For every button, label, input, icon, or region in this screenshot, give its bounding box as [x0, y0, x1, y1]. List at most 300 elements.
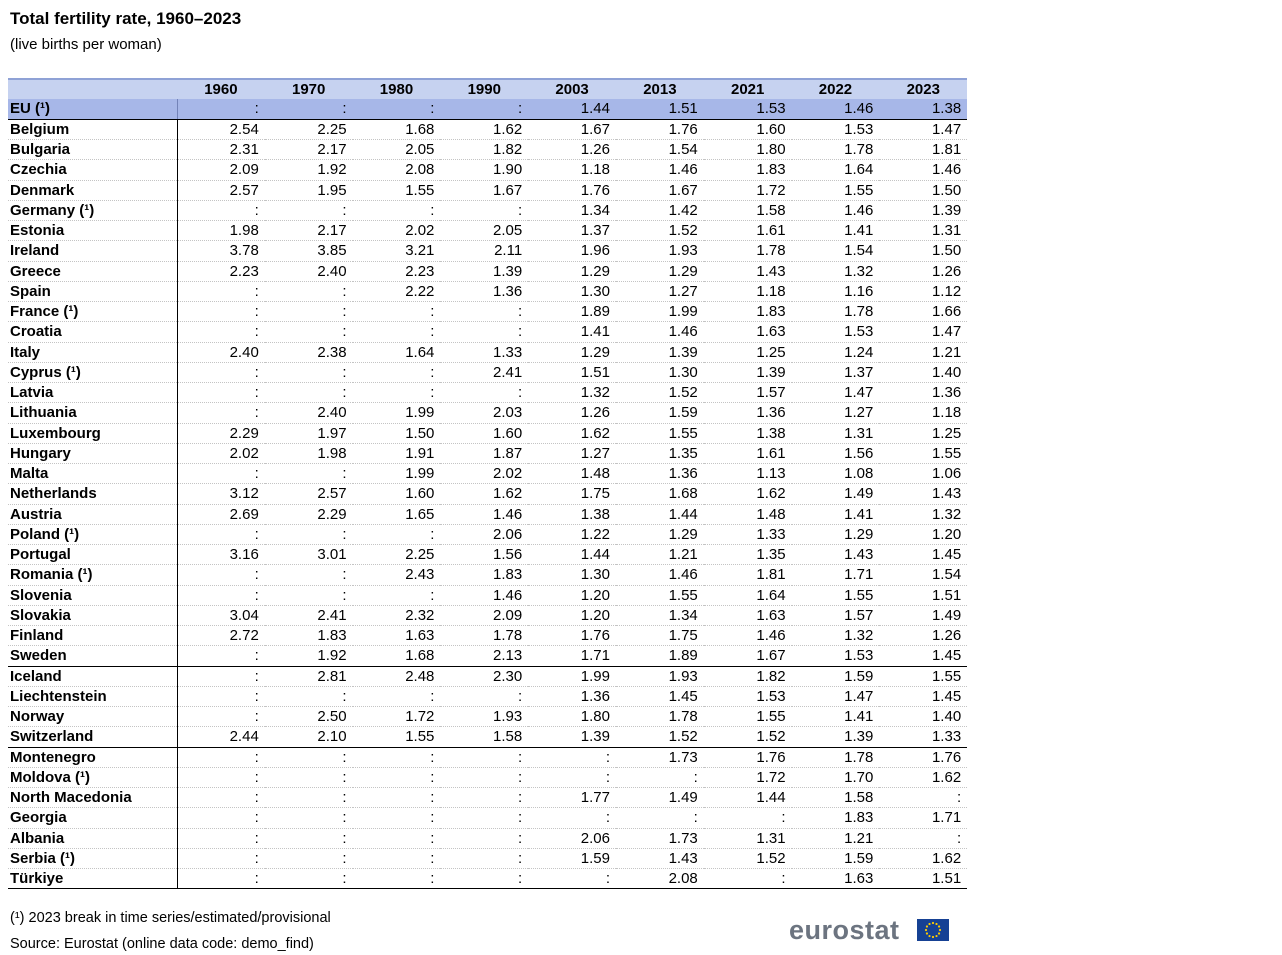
- value-cell: 1.67: [616, 180, 704, 200]
- flag-star: [938, 925, 940, 927]
- value-cell: 2.43: [353, 565, 441, 585]
- table-row: [8, 302, 967, 322]
- table-row: [8, 727, 967, 747]
- value-cell: 1.83: [704, 302, 792, 322]
- value-cell: 1.46: [792, 99, 880, 119]
- value-cell: 1.37: [792, 362, 880, 382]
- value-cell: 1.83: [792, 808, 880, 828]
- value-cell: 3.01: [265, 545, 353, 565]
- value-cell: 1.99: [616, 302, 704, 322]
- header-year: 1980: [353, 79, 441, 99]
- value-cell: 2.08: [353, 160, 441, 180]
- value-cell: 1.76: [616, 119, 704, 139]
- value-cell: 1.44: [704, 788, 792, 808]
- value-cell: 1.32: [792, 626, 880, 646]
- value-cell: :: [440, 747, 528, 767]
- value-cell: 2.40: [265, 403, 353, 423]
- value-cell: 1.27: [792, 403, 880, 423]
- value-cell: 1.38: [704, 423, 792, 443]
- value-cell: 2.32: [353, 605, 441, 625]
- value-cell: 2.17: [265, 140, 353, 160]
- value-cell: 1.93: [440, 707, 528, 727]
- value-cell: 1.57: [704, 383, 792, 403]
- flag-star: [932, 936, 934, 938]
- value-cell: 1.59: [792, 848, 880, 868]
- country-name: Serbia (¹): [8, 848, 177, 868]
- table-row: [8, 464, 967, 484]
- value-cell: 1.44: [616, 504, 704, 524]
- value-cell: 1.80: [704, 140, 792, 160]
- table-row: [8, 686, 967, 706]
- value-cell: :: [616, 808, 704, 828]
- value-cell: 2.13: [440, 646, 528, 666]
- value-cell: :: [528, 869, 616, 889]
- value-cell: 1.91: [353, 443, 441, 463]
- value-cell: 2.48: [353, 666, 441, 686]
- value-cell: 1.43: [704, 261, 792, 281]
- table-row: [8, 484, 967, 504]
- value-cell: 1.34: [528, 200, 616, 220]
- value-cell: 1.29: [528, 342, 616, 362]
- value-cell: :: [440, 302, 528, 322]
- value-cell: 1.47: [792, 383, 880, 403]
- value-cell: :: [265, 848, 353, 868]
- value-cell: 3.78: [177, 241, 265, 261]
- value-cell: 1.36: [879, 383, 967, 403]
- value-cell: :: [177, 565, 265, 585]
- value-cell: :: [177, 646, 265, 666]
- value-cell: 1.62: [440, 484, 528, 504]
- value-cell: 1.92: [265, 160, 353, 180]
- value-cell: 1.33: [879, 727, 967, 747]
- value-cell: :: [265, 565, 353, 585]
- value-cell: 1.35: [704, 545, 792, 565]
- flag-star: [926, 925, 928, 927]
- value-cell: :: [353, 524, 441, 544]
- value-cell: 1.63: [704, 322, 792, 342]
- value-cell: 1.20: [528, 585, 616, 605]
- value-cell: :: [177, 524, 265, 544]
- value-cell: 1.78: [792, 302, 880, 322]
- country-name: Austria: [8, 504, 177, 524]
- value-cell: 1.46: [616, 322, 704, 342]
- value-cell: 1.64: [704, 585, 792, 605]
- value-cell: 1.81: [879, 140, 967, 160]
- value-cell: 1.51: [616, 99, 704, 119]
- value-cell: :: [177, 403, 265, 423]
- value-cell: 1.45: [879, 686, 967, 706]
- value-cell: 1.40: [879, 362, 967, 382]
- value-cell: :: [265, 808, 353, 828]
- flag-star: [928, 935, 930, 937]
- value-cell: :: [353, 747, 441, 767]
- value-cell: 3.16: [177, 545, 265, 565]
- value-cell: :: [177, 686, 265, 706]
- value-cell: :: [353, 767, 441, 787]
- value-cell: :: [528, 767, 616, 787]
- value-cell: 2.17: [265, 221, 353, 241]
- flag-star: [935, 923, 937, 925]
- value-cell: 1.51: [879, 869, 967, 889]
- flag-star: [925, 929, 927, 931]
- value-cell: 1.78: [704, 241, 792, 261]
- value-cell: 2.40: [265, 261, 353, 281]
- country-name: Cyprus (¹): [8, 362, 177, 382]
- value-cell: 1.32: [792, 261, 880, 281]
- value-cell: :: [177, 767, 265, 787]
- value-cell: :: [440, 99, 528, 119]
- value-cell: :: [265, 362, 353, 382]
- value-cell: 1.54: [616, 140, 704, 160]
- country-name: Bulgaria: [8, 140, 177, 160]
- value-cell: 1.21: [792, 828, 880, 848]
- value-cell: 1.26: [879, 261, 967, 281]
- value-cell: 1.59: [528, 848, 616, 868]
- value-cell: :: [353, 869, 441, 889]
- country-name: Spain: [8, 281, 177, 301]
- country-name: Denmark: [8, 180, 177, 200]
- value-cell: :: [265, 788, 353, 808]
- value-cell: 3.85: [265, 241, 353, 261]
- value-cell: 1.76: [528, 180, 616, 200]
- value-cell: 1.63: [704, 605, 792, 625]
- table-row: [8, 565, 967, 585]
- value-cell: :: [265, 686, 353, 706]
- value-cell: 1.89: [616, 646, 704, 666]
- table-row: [8, 200, 967, 220]
- value-cell: 1.77: [528, 788, 616, 808]
- country-name: Slovenia: [8, 585, 177, 605]
- country-name: Croatia: [8, 322, 177, 342]
- value-cell: :: [528, 808, 616, 828]
- value-cell: 1.53: [792, 322, 880, 342]
- value-cell: :: [265, 869, 353, 889]
- value-cell: 1.29: [616, 524, 704, 544]
- value-cell: 1.33: [704, 524, 792, 544]
- value-cell: 1.90: [440, 160, 528, 180]
- header-year: 2003: [528, 79, 616, 99]
- value-cell: :: [265, 200, 353, 220]
- value-cell: 1.31: [879, 221, 967, 241]
- value-cell: :: [177, 666, 265, 686]
- value-cell: :: [353, 808, 441, 828]
- value-cell: :: [265, 747, 353, 767]
- value-cell: 1.92: [265, 646, 353, 666]
- eu-flag-icon: [917, 919, 949, 941]
- value-cell: 1.26: [879, 626, 967, 646]
- value-cell: 1.64: [353, 342, 441, 362]
- country-name: Iceland: [8, 666, 177, 686]
- value-cell: :: [440, 869, 528, 889]
- value-cell: 1.47: [879, 322, 967, 342]
- value-cell: 1.54: [879, 565, 967, 585]
- country-name: Moldova (¹): [8, 767, 177, 787]
- value-cell: :: [177, 788, 265, 808]
- value-cell: 1.29: [528, 261, 616, 281]
- value-cell: 1.27: [616, 281, 704, 301]
- value-cell: 1.65: [353, 504, 441, 524]
- table-body: [8, 99, 967, 889]
- value-cell: 1.33: [440, 342, 528, 362]
- value-cell: 1.41: [792, 504, 880, 524]
- value-cell: 1.39: [616, 342, 704, 362]
- value-cell: :: [265, 302, 353, 322]
- value-cell: 1.72: [704, 180, 792, 200]
- value-cell: 1.73: [616, 747, 704, 767]
- value-cell: 2.11: [440, 241, 528, 261]
- value-cell: 1.78: [616, 707, 704, 727]
- value-cell: 1.41: [528, 322, 616, 342]
- value-cell: 1.58: [704, 200, 792, 220]
- value-cell: 1.75: [616, 626, 704, 646]
- value-cell: 1.62: [528, 423, 616, 443]
- table-row: [8, 504, 967, 524]
- value-cell: 3.21: [353, 241, 441, 261]
- value-cell: :: [353, 362, 441, 382]
- value-cell: 1.26: [528, 403, 616, 423]
- country-name: Liechtenstein: [8, 686, 177, 706]
- value-cell: 1.61: [704, 221, 792, 241]
- header-year: 1990: [440, 79, 528, 99]
- value-cell: 1.72: [704, 767, 792, 787]
- country-name: Estonia: [8, 221, 177, 241]
- value-cell: 1.52: [616, 221, 704, 241]
- value-cell: :: [353, 322, 441, 342]
- value-cell: :: [353, 302, 441, 322]
- value-cell: :: [177, 281, 265, 301]
- value-cell: :: [177, 848, 265, 868]
- country-name: Luxembourg: [8, 423, 177, 443]
- value-cell: 2.81: [265, 666, 353, 686]
- flag-star: [926, 932, 928, 934]
- value-cell: 1.21: [616, 545, 704, 565]
- value-cell: 1.83: [704, 160, 792, 180]
- header-year: 2022: [792, 79, 880, 99]
- country-name: North Macedonia: [8, 788, 177, 808]
- value-cell: 1.55: [879, 443, 967, 463]
- country-name: Portugal: [8, 545, 177, 565]
- value-cell: 1.78: [792, 747, 880, 767]
- value-cell: 2.30: [440, 666, 528, 686]
- value-cell: 1.06: [879, 464, 967, 484]
- value-cell: :: [353, 585, 441, 605]
- value-cell: :: [353, 383, 441, 403]
- header-row: [8, 79, 967, 99]
- value-cell: 1.30: [528, 565, 616, 585]
- value-cell: 2.02: [440, 464, 528, 484]
- value-cell: 2.69: [177, 504, 265, 524]
- value-cell: :: [440, 686, 528, 706]
- value-cell: 1.46: [879, 160, 967, 180]
- value-cell: 2.41: [265, 605, 353, 625]
- value-cell: 1.55: [616, 585, 704, 605]
- table-row: [8, 605, 967, 625]
- value-cell: :: [265, 383, 353, 403]
- value-cell: 1.50: [879, 180, 967, 200]
- value-cell: 1.30: [616, 362, 704, 382]
- table-row: [8, 322, 967, 342]
- table-row: [8, 119, 967, 139]
- value-cell: 1.58: [440, 727, 528, 747]
- table-row: [8, 545, 967, 565]
- table-row: [8, 828, 967, 848]
- table-row: [8, 221, 967, 241]
- table-subtitle: (live births per woman): [10, 36, 162, 53]
- value-cell: 1.93: [616, 241, 704, 261]
- value-cell: 1.46: [704, 626, 792, 646]
- value-cell: 1.55: [704, 707, 792, 727]
- value-cell: :: [265, 99, 353, 119]
- value-cell: :: [265, 828, 353, 848]
- value-cell: :: [177, 200, 265, 220]
- table-row: [8, 585, 967, 605]
- value-cell: 2.25: [353, 545, 441, 565]
- value-cell: :: [879, 788, 967, 808]
- country-name: Sweden: [8, 646, 177, 666]
- value-cell: :: [177, 747, 265, 767]
- value-cell: 1.29: [792, 524, 880, 544]
- value-cell: :: [353, 848, 441, 868]
- value-cell: :: [879, 828, 967, 848]
- table-row: [8, 443, 967, 463]
- value-cell: 1.45: [879, 545, 967, 565]
- value-cell: :: [704, 808, 792, 828]
- flag-star: [939, 929, 941, 931]
- value-cell: 1.49: [792, 484, 880, 504]
- value-cell: :: [353, 788, 441, 808]
- value-cell: 1.83: [440, 565, 528, 585]
- table-row: [8, 848, 967, 868]
- value-cell: 1.36: [616, 464, 704, 484]
- value-cell: 1.76: [704, 747, 792, 767]
- value-cell: 1.39: [528, 727, 616, 747]
- value-cell: 1.39: [440, 261, 528, 281]
- value-cell: 1.70: [792, 767, 880, 787]
- header-year: 2021: [704, 79, 792, 99]
- table-row: [8, 626, 967, 646]
- value-cell: :: [177, 322, 265, 342]
- table-row: [8, 281, 967, 301]
- value-cell: 1.68: [353, 646, 441, 666]
- eu-row: [8, 99, 967, 119]
- value-cell: 1.63: [792, 869, 880, 889]
- table-row: [8, 241, 967, 261]
- table-row: [8, 403, 967, 423]
- value-cell: 1.57: [792, 605, 880, 625]
- value-cell: 1.52: [616, 727, 704, 747]
- country-name: Switzerland: [8, 727, 177, 747]
- value-cell: 1.47: [879, 119, 967, 139]
- value-cell: 1.58: [792, 788, 880, 808]
- value-cell: 1.41: [792, 221, 880, 241]
- value-cell: 1.25: [704, 342, 792, 362]
- table-row: [8, 383, 967, 403]
- value-cell: :: [177, 585, 265, 605]
- country-name: Slovakia: [8, 605, 177, 625]
- value-cell: 2.10: [265, 727, 353, 747]
- value-cell: 2.38: [265, 342, 353, 362]
- value-cell: 2.02: [353, 221, 441, 241]
- value-cell: 1.50: [879, 241, 967, 261]
- value-cell: 1.52: [704, 727, 792, 747]
- value-cell: 1.39: [792, 727, 880, 747]
- value-cell: 1.34: [616, 605, 704, 625]
- value-cell: 2.29: [265, 504, 353, 524]
- value-cell: 2.08: [616, 869, 704, 889]
- value-cell: :: [440, 848, 528, 868]
- table-row: [8, 788, 967, 808]
- value-cell: 1.59: [792, 666, 880, 686]
- value-cell: 2.57: [177, 180, 265, 200]
- source-note: Source: Eurostat (online data code: demo_find): [10, 936, 314, 952]
- value-cell: 1.93: [616, 666, 704, 686]
- value-cell: 1.62: [879, 767, 967, 787]
- value-cell: 1.72: [353, 707, 441, 727]
- value-cell: 1.62: [879, 848, 967, 868]
- country-name: Latvia: [8, 383, 177, 403]
- value-cell: 1.53: [792, 646, 880, 666]
- value-cell: 1.43: [616, 848, 704, 868]
- value-cell: 3.04: [177, 605, 265, 625]
- header-year: 1960: [177, 79, 265, 99]
- value-cell: :: [177, 99, 265, 119]
- value-cell: 1.89: [528, 302, 616, 322]
- value-cell: 1.20: [879, 524, 967, 544]
- value-cell: 1.46: [440, 585, 528, 605]
- value-cell: 2.25: [265, 119, 353, 139]
- value-cell: 1.43: [879, 484, 967, 504]
- value-cell: 1.78: [440, 626, 528, 646]
- value-cell: 2.03: [440, 403, 528, 423]
- value-cell: 1.56: [792, 443, 880, 463]
- value-cell: 1.25: [879, 423, 967, 443]
- value-cell: 2.09: [177, 160, 265, 180]
- footnote: (¹) 2023 break in time series/estimated/provisional: [10, 910, 331, 926]
- country-name: Poland (¹): [8, 524, 177, 544]
- value-cell: 1.40: [879, 707, 967, 727]
- value-cell: 1.76: [879, 747, 967, 767]
- value-cell: 1.47: [792, 686, 880, 706]
- table-row: [8, 808, 967, 828]
- country-name: Germany (¹): [8, 200, 177, 220]
- value-cell: 1.22: [528, 524, 616, 544]
- value-cell: :: [440, 828, 528, 848]
- value-cell: 1.13: [704, 464, 792, 484]
- value-cell: 1.52: [704, 848, 792, 868]
- value-cell: 1.49: [616, 788, 704, 808]
- value-cell: :: [265, 281, 353, 301]
- flag-star: [935, 935, 937, 937]
- value-cell: 1.98: [265, 443, 353, 463]
- value-cell: 1.35: [616, 443, 704, 463]
- table-row: [8, 261, 967, 281]
- value-cell: 1.55: [353, 727, 441, 747]
- value-cell: 1.48: [704, 504, 792, 524]
- value-cell: :: [440, 767, 528, 787]
- country-name: Lithuania: [8, 403, 177, 423]
- value-cell: 1.38: [879, 99, 967, 119]
- value-cell: 1.67: [528, 119, 616, 139]
- value-cell: 1.50: [353, 423, 441, 443]
- value-cell: :: [177, 828, 265, 848]
- country-name: Belgium: [8, 119, 177, 139]
- table-row: [8, 666, 967, 686]
- logo-text: eurostat: [789, 915, 900, 945]
- value-cell: 2.22: [353, 281, 441, 301]
- value-cell: 1.20: [528, 605, 616, 625]
- value-cell: 1.42: [616, 200, 704, 220]
- country-name: France (¹): [8, 302, 177, 322]
